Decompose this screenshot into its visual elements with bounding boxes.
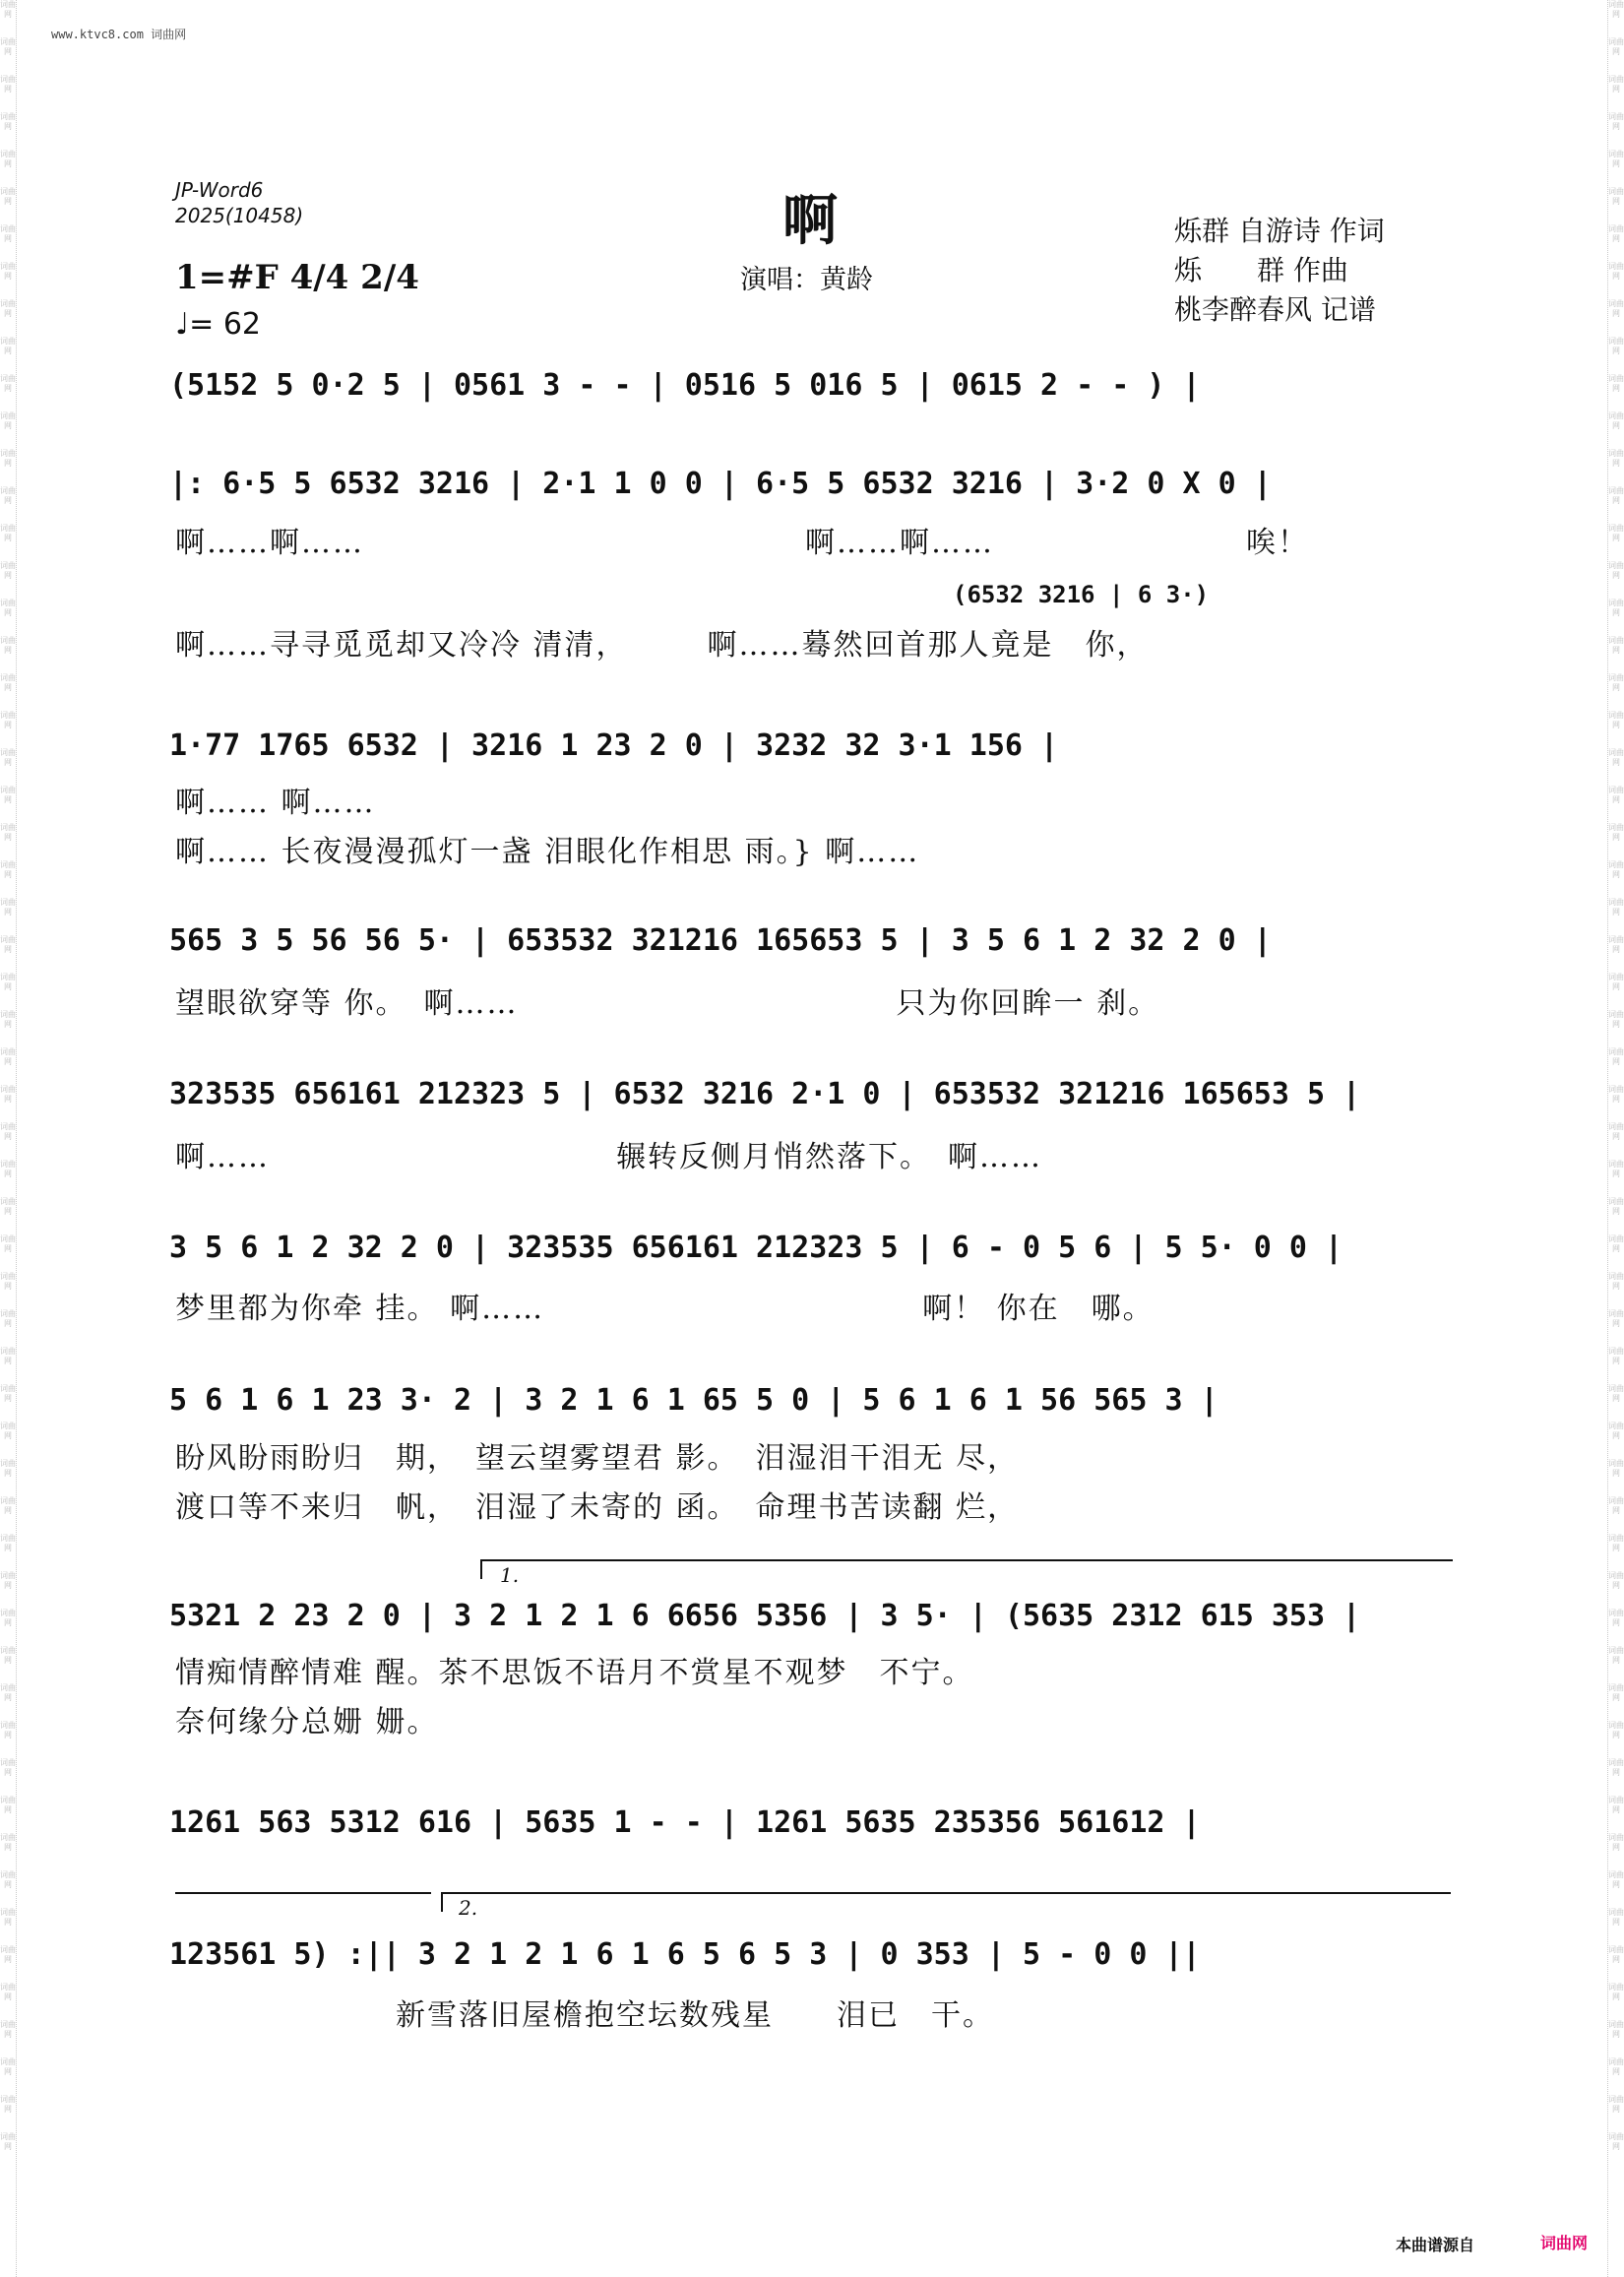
- watermark-glyph: 词曲网: [1608, 75, 1624, 94]
- watermark-glyph: 词曲网: [1608, 1571, 1624, 1590]
- watermark-glyph: 词曲网: [0, 748, 16, 767]
- watermark-glyph: 词曲网: [1608, 561, 1624, 580]
- generator-version: 2025(10458): [175, 204, 304, 227]
- lyric-line-10: 新雪落旧屋檐抱空坛数残星 泪已 干。: [175, 1998, 994, 2033]
- watermark-glyph: 词曲网: [0, 935, 16, 954]
- watermark-glyph: 词曲网: [0, 973, 16, 991]
- watermark-glyph: 词曲网: [1608, 1908, 1624, 1927]
- watermark-glyph: 词曲网: [1608, 262, 1624, 281]
- notation-line-4: 565 3 5 56 56 5· | 653532 321216 165653 5 | 3 5 6 1 2 32 2 0 |: [169, 923, 1272, 958]
- watermark-glyph: 词曲网: [1608, 187, 1624, 206]
- right-watermark-strip: [1607, 0, 1624, 2277]
- watermark-glyph: 词曲网: [0, 1422, 16, 1440]
- watermark-glyph: 词曲网: [0, 2057, 16, 2076]
- song-title: 啊: [782, 188, 838, 253]
- watermark-glyph: 词曲网: [0, 1833, 16, 1852]
- watermark-glyph: 词曲网: [1608, 1496, 1624, 1515]
- watermark-glyph: 词曲网: [0, 486, 16, 505]
- watermark-glyph: 词曲网: [1608, 449, 1624, 468]
- watermark-glyph: 词曲网: [1608, 711, 1624, 729]
- watermark-glyph: 词曲网: [1608, 748, 1624, 767]
- lyric-line-5: 啊…… 辗转反侧月悄然落下。 啊……: [175, 1140, 1042, 1174]
- lyric-line-2a: 啊……啊…… 啊……啊…… 唉！: [175, 526, 1309, 560]
- watermark-glyph: 词曲网: [1608, 299, 1624, 318]
- watermark-glyph: 词曲网: [1608, 524, 1624, 542]
- watermark-glyph: 词曲网: [0, 1758, 16, 1777]
- watermark-glyph: 词曲网: [1608, 935, 1624, 954]
- watermark-glyph: 词曲网: [0, 374, 16, 393]
- watermark-glyph: 词曲网: [1608, 411, 1624, 430]
- key-signature: 1=#F 4/4 2/4: [175, 258, 419, 297]
- watermark-glyph: 词曲网: [1608, 1010, 1624, 1029]
- watermark-glyph: 词曲网: [1608, 636, 1624, 655]
- first-ending-label: 1.: [500, 1563, 520, 1587]
- watermark-glyph: 词曲网: [0, 1272, 16, 1291]
- watermark-glyph: 词曲网: [1608, 1459, 1624, 1478]
- watermark-glyph: 词曲网: [0, 337, 16, 355]
- watermark-glyph: 词曲网: [0, 636, 16, 655]
- watermark-glyph: 词曲网: [0, 2132, 16, 2151]
- watermark-glyph: 词曲网: [0, 1459, 16, 1478]
- watermark-glyph: 词曲网: [0, 1908, 16, 1927]
- watermark-glyph: 词曲网: [1608, 1272, 1624, 1291]
- lyric-line-8b: 奈何缘分总姗 姗。: [175, 1705, 439, 1739]
- lyric-line-6: 梦里都为你牵 挂。 啊…… 啊！ 你在 哪。: [175, 1292, 1155, 1326]
- watermark-glyph: 词曲网: [1608, 673, 1624, 692]
- watermark-glyph: 词曲网: [1608, 823, 1624, 842]
- watermark-glyph: 词曲网: [1608, 1721, 1624, 1739]
- notation-line-9: 1261 563 5312 616 | 5635 1 - - | 1261 5635 235356 561612 |: [169, 1805, 1201, 1840]
- watermark-glyph: 词曲网: [1608, 1609, 1624, 1627]
- watermark-glyph: 词曲网: [0, 524, 16, 542]
- watermark-glyph: 词曲网: [0, 1870, 16, 1889]
- watermark-glyph: 词曲网: [1608, 1796, 1624, 1814]
- watermark-glyph: 词曲网: [0, 860, 16, 879]
- watermark-glyph: 词曲网: [1608, 1870, 1624, 1889]
- watermark-glyph: 词曲网: [0, 1796, 16, 1814]
- watermark-glyph: 词曲网: [0, 1085, 16, 1104]
- transcriber-credit: 桃李醉春风 记谱: [1174, 293, 1376, 326]
- watermark-glyph: 词曲网: [1608, 2132, 1624, 2151]
- lyric-line-7b: 渡口等不来归 帆， 泪湿了未寄的 函。 命理书苦读翻 烂，: [175, 1490, 1020, 1525]
- watermark-glyph: 词曲网: [0, 1945, 16, 1964]
- notation-line-1: (5152 5 0·2 5 | 0561 3 - - | 0516 5 016 5 | 0615 2 - - ) |: [169, 368, 1201, 403]
- generator-info: [175, 177, 303, 228]
- watermark-glyph: 词曲网: [0, 1010, 16, 1029]
- watermark-glyph: 词曲网: [0, 150, 16, 168]
- watermark-glyph: 词曲网: [0, 1983, 16, 2001]
- lyricist-credit: 烁群 自游诗 作词: [1174, 215, 1385, 247]
- watermark-glyph: 词曲网: [0, 786, 16, 804]
- watermark-glyph: 词曲网: [1608, 1384, 1624, 1403]
- watermark-glyph: 词曲网: [1608, 374, 1624, 393]
- first-ending-bracket: [480, 1559, 1453, 1579]
- notation-line-7: 5 6 1 6 1 23 3· 2 | 3 2 1 6 1 65 5 0 | 5 6 1 6 1 56 565 3 |: [169, 1383, 1218, 1418]
- watermark-glyph: 词曲网: [1608, 224, 1624, 243]
- watermark-glyph: 词曲网: [0, 599, 16, 617]
- watermark-glyph: 词曲网: [1608, 599, 1624, 617]
- watermark-glyph: 词曲网: [1608, 486, 1624, 505]
- watermark-glyph: 词曲网: [0, 449, 16, 468]
- notation-line-8: 5321 2 23 2 0 | 3 2 1 2 1 6 6656 5356 | 3 5· | (5635 2312 615 353 |: [169, 1599, 1361, 1633]
- second-ending-bracket: [441, 1892, 1451, 1912]
- credits: [1174, 212, 1385, 330]
- second-ending-label: 2.: [459, 1896, 478, 1920]
- watermark-glyph: 词曲网: [0, 898, 16, 917]
- watermark-glyph: 词曲网: [0, 1683, 16, 1702]
- watermark-glyph: 词曲网: [0, 1384, 16, 1403]
- lyric-line-4: 望眼欲穿等 你。 啊…… 只为你回眸一 刹。: [175, 986, 1160, 1021]
- watermark-glyph: 词曲网: [1608, 898, 1624, 917]
- watermark-glyph: 词曲网: [1608, 1983, 1624, 2001]
- watermark-glyph: 词曲网: [0, 1047, 16, 1066]
- notation-line-5: 323535 656161 212323 5 | 6532 3216 2·1 0 | 653532 321216 165653 5 |: [169, 1077, 1361, 1111]
- watermark-glyph: 词曲网: [1608, 1309, 1624, 1328]
- watermark-glyph: 词曲网: [1608, 860, 1624, 879]
- watermark-glyph: 词曲网: [0, 2020, 16, 2039]
- watermark-glyph: 词曲网: [0, 0, 16, 19]
- lyric-line-7a: 盼风盼雨盼归 期， 望云望雾望君 影。 泪湿泪干泪无 尽，: [175, 1441, 1020, 1476]
- footer-source-text: 本曲谱源自: [1396, 2236, 1475, 2254]
- watermark-glyph: 词曲网: [0, 1646, 16, 1665]
- watermark-glyph: 词曲网: [0, 187, 16, 206]
- watermark-glyph: 词曲网: [1608, 2095, 1624, 2114]
- site-url[interactable]: www.ktvc8.com 词曲网: [51, 28, 187, 41]
- watermark-glyph: 词曲网: [0, 561, 16, 580]
- left-watermark-strip: [0, 0, 17, 2277]
- lyric-line-3b: 啊…… 长夜漫漫孤灯一盏 泪眼化作相思 雨。} 啊……: [175, 835, 920, 869]
- watermark-glyph: 词曲网: [1608, 1347, 1624, 1365]
- watermark-glyph: 词曲网: [0, 1534, 16, 1552]
- footer-brand-link[interactable]: 词曲网: [1540, 2234, 1589, 2252]
- watermark-glyph: 词曲网: [1608, 1160, 1624, 1178]
- watermark-glyph: 词曲网: [1608, 786, 1624, 804]
- watermark-glyph: 词曲网: [0, 1197, 16, 1216]
- watermark-glyph: 词曲网: [0, 2095, 16, 2114]
- watermark-glyph: 词曲网: [0, 1122, 16, 1141]
- watermark-glyph: 词曲网: [0, 411, 16, 430]
- watermark-glyph: 词曲网: [0, 262, 16, 281]
- watermark-glyph: 词曲网: [0, 711, 16, 729]
- notation-line-6: 3 5 6 1 2 32 2 0 | 323535 656161 212323 5 | 6 - 0 5 6 | 5 5· 0 0 |: [169, 1231, 1343, 1265]
- watermark-glyph: 词曲网: [1608, 973, 1624, 991]
- watermark-glyph: 词曲网: [0, 37, 16, 56]
- watermark-glyph: 词曲网: [1608, 1422, 1624, 1440]
- watermark-glyph: 词曲网: [0, 1234, 16, 1253]
- watermark-glyph: 词曲网: [0, 673, 16, 692]
- watermark-glyph: 词曲网: [1608, 1534, 1624, 1552]
- watermark-glyph: 词曲网: [1608, 2057, 1624, 2076]
- watermark-glyph: 词曲网: [1608, 1945, 1624, 1964]
- watermark-glyph: 词曲网: [0, 1571, 16, 1590]
- watermark-glyph: 词曲网: [1608, 0, 1624, 19]
- watermark-glyph: 词曲网: [1608, 1047, 1624, 1066]
- first-ending-bracket-continued: [175, 1892, 431, 1912]
- watermark-glyph: 词曲网: [0, 1496, 16, 1515]
- watermark-glyph: 词曲网: [1608, 150, 1624, 168]
- tempo-mark: ♩= 62: [175, 307, 261, 342]
- watermark-glyph: 词曲网: [0, 1721, 16, 1739]
- watermark-glyph: 词曲网: [1608, 1085, 1624, 1104]
- watermark-glyph: 词曲网: [0, 1347, 16, 1365]
- watermark-glyph: 词曲网: [1608, 1197, 1624, 1216]
- watermark-glyph: 词曲网: [0, 1609, 16, 1627]
- watermark-glyph: 词曲网: [1608, 1234, 1624, 1253]
- singer: 演唱：黄龄: [740, 265, 873, 295]
- watermark-glyph: 词曲网: [1608, 1122, 1624, 1141]
- lyric-line-3a: 啊…… 啊……: [175, 786, 376, 820]
- watermark-glyph: 词曲网: [0, 75, 16, 94]
- watermark-glyph: 词曲网: [0, 1160, 16, 1178]
- watermark-glyph: 词曲网: [0, 299, 16, 318]
- watermark-glyph: 词曲网: [1608, 1683, 1624, 1702]
- notation-line-2: |: 6·5 5 6532 3216 | 2·1 1 0 0 | 6·5 5 6532 3216 | 3·2 0 X 0 |: [169, 467, 1272, 501]
- watermark-glyph: 词曲网: [0, 1309, 16, 1328]
- watermark-glyph: 词曲网: [1608, 1646, 1624, 1665]
- generator-software: JP-Word6: [175, 178, 264, 202]
- watermark-glyph: 词曲网: [0, 112, 16, 131]
- lyric-line-2b: 啊……寻寻觅觅却又冷冷 清清， 啊……蓦然回首那人竟是 你，: [175, 628, 1149, 663]
- watermark-glyph: 词曲网: [1608, 337, 1624, 355]
- lyric-line-8a: 情痴情醉情难 醒。茶不思饭不语月不赏星不观梦 不宁。: [175, 1656, 974, 1690]
- watermark-glyph: 词曲网: [1608, 1833, 1624, 1852]
- watermark-glyph: 词曲网: [0, 823, 16, 842]
- watermark-glyph: 词曲网: [1608, 1758, 1624, 1777]
- watermark-glyph: 词曲网: [1608, 2020, 1624, 2039]
- watermark-glyph: 词曲网: [1608, 112, 1624, 131]
- aside-notes: (6532 3216 | 6 3·): [953, 581, 1210, 608]
- watermark-glyph: 词曲网: [0, 224, 16, 243]
- composer-credit: 烁 群 作曲: [1174, 254, 1348, 286]
- watermark-glyph: 词曲网: [1608, 37, 1624, 56]
- notation-line-10: 123561 5) :|| 3 2 1 2 1 6 1 6 5 6 5 3 | 0 353 | 5 - 0 0 ||: [169, 1937, 1201, 1972]
- notation-line-3: 1·77 1765 6532 | 3216 1 23 2 0 | 3232 32 3·1 156 |: [169, 728, 1059, 763]
